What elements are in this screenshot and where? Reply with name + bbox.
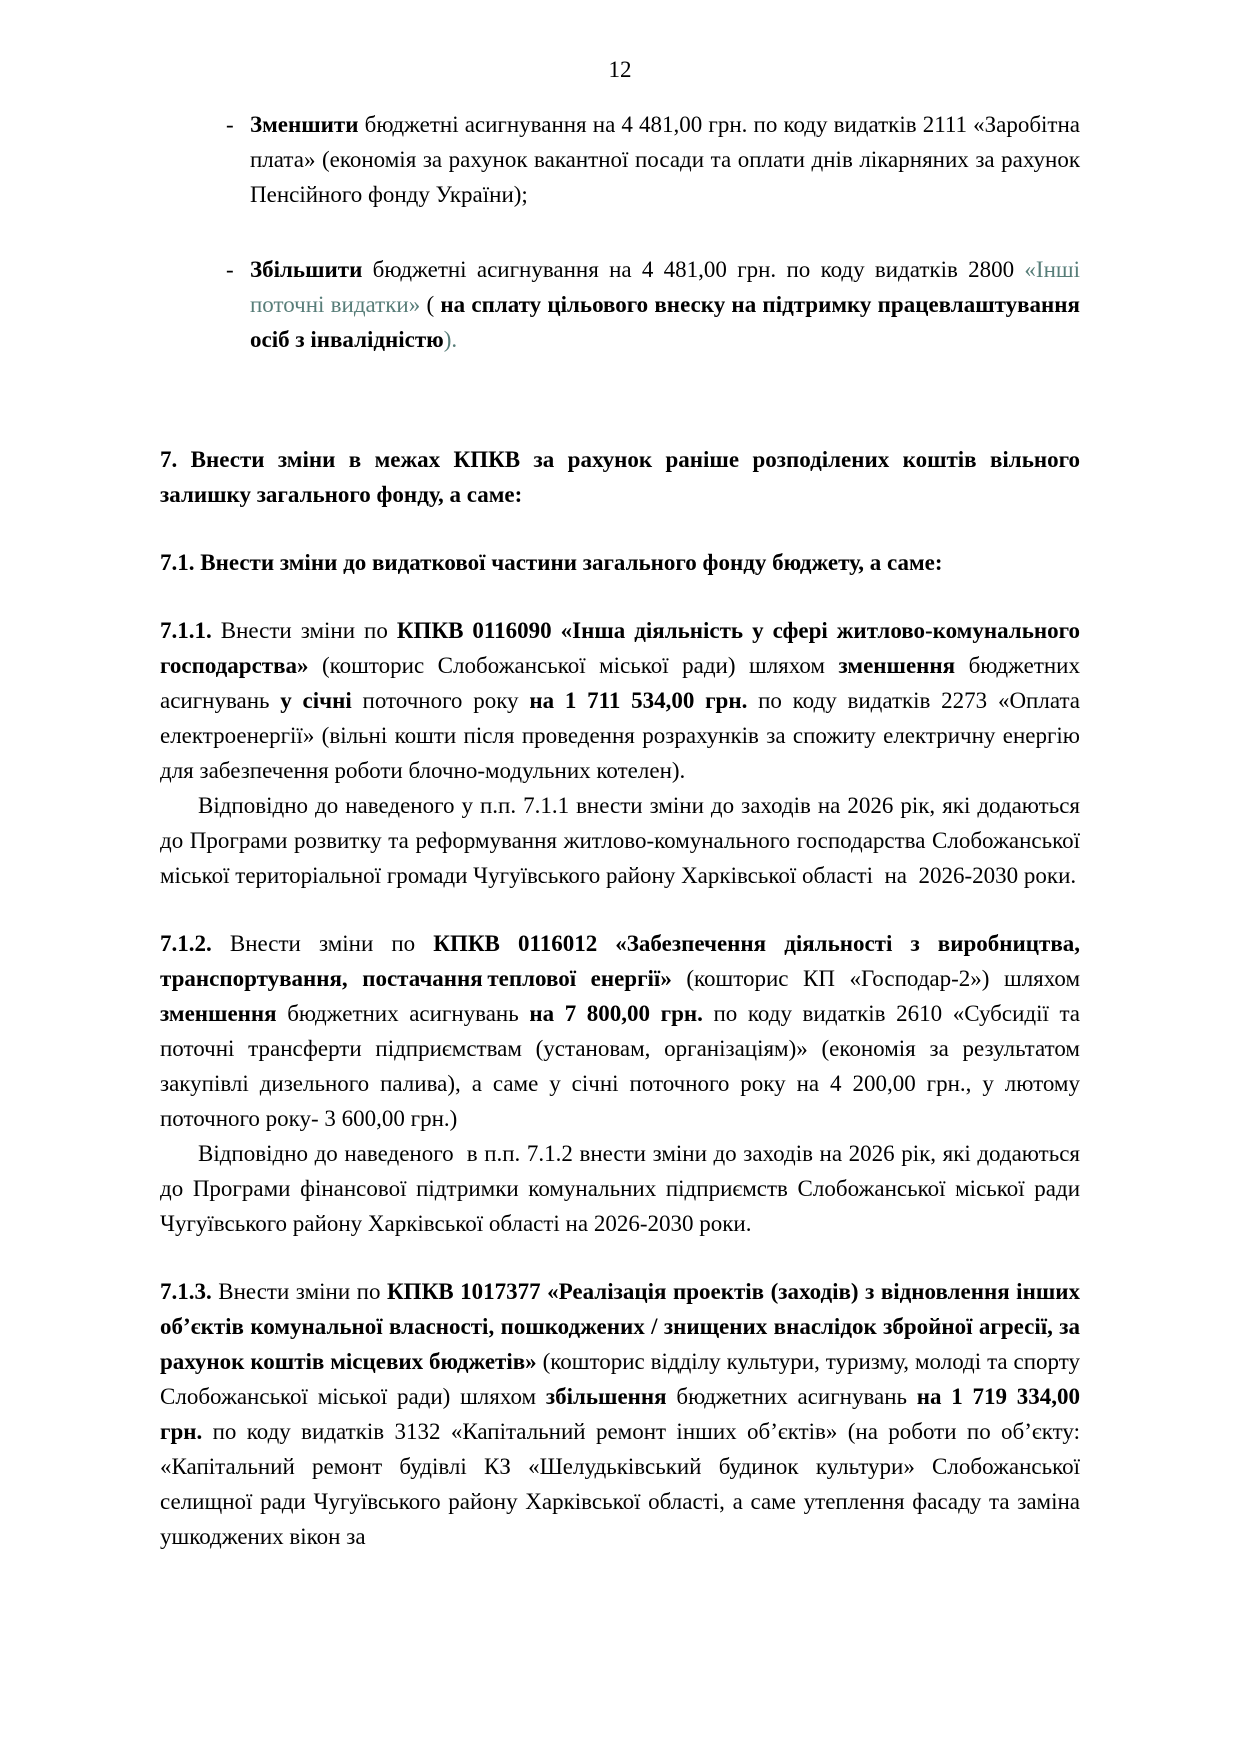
section-7-1-heading: 7.1. Внести зміни до видаткової частини загального фонду бюджету, а саме: — [160, 550, 943, 575]
text-run: на 7 800,00 грн. — [529, 1001, 703, 1026]
text-run: КПКВ 0116090 «Інша діяльність у сфері житлово-комунального господарства» — [160, 618, 1080, 678]
text-run: бюджетні асигнування на 4 481,00 грн. по коду видатків 2111 «Заробітна плата» (економія за рахунок вакантної посади та оплати днів лікарняних за рахунок Пенсійного фонду України); — [250, 112, 1080, 207]
text-run: у січні — [280, 688, 352, 713]
bullet-text — [250, 112, 1080, 207]
text-run: Внести зміни по — [211, 1279, 387, 1304]
text-run: зменшення — [838, 653, 956, 678]
text-run: бюджетних асигнувань — [276, 1001, 530, 1026]
text-run: (кошторис КП «Господар-2») шляхом — [671, 966, 1080, 991]
text-run: на 1 719 334,00 грн. — [160, 1384, 1080, 1444]
text-run: збільшення — [545, 1384, 667, 1409]
para-7-1-1 — [160, 613, 1080, 788]
text-run: Зменшити — [250, 112, 359, 137]
text-run: поточного року — [351, 688, 530, 713]
text-run: (кошторис відділу культури, туризму, молоді та спорту Слобожанської міської ради) шляхом — [160, 1349, 1080, 1409]
para-7-1-1-note: Відповідно до наведеного у п.п. 7.1.1 внести зміни до заходів на 2026 рік, які додаються до Програми розвитку та реформування житлово-комунального господарства Слобожанської міської територіальної громади Чугуївського району Харківської області на 2026-2030 роки. — [160, 793, 1080, 888]
text-run: бюджетних асигнувань — [666, 1384, 917, 1409]
text-run: на 1 711 534,00 грн. — [529, 688, 748, 713]
text-run: по коду видатків 2273 «Оплата електроенергії» (вільні кошти після проведення розрахунків за спожиту електричну енергію для забезпечення роботи блочно-модульних котелен). — [160, 688, 1080, 783]
text-run: Збільшити — [250, 257, 363, 282]
text-run: ). — [443, 327, 458, 352]
bullet-list — [160, 107, 1080, 357]
text-run: по коду видатків 2610 «Субсидії та поточні трансферти підприємствам (установам, організаціям)» (економія за результатом закупівлі дизельного палива), а саме у січні поточного року на 4 200,00 грн., у лютому поточного року- 3 600,00 грн.) — [160, 1001, 1080, 1131]
bullet-marker: - — [226, 112, 234, 137]
text-run: КПКВ 0116012 «Забезпечення діяльності з виробництва, транспортування, постачання теплової енергії» — [160, 931, 1081, 991]
text-run: зменшення — [160, 1001, 277, 1026]
text-run: ( — [420, 292, 441, 317]
text-run: КПКВ 1017377 «Реалізація проектів (заходів) з відновлення інших об’єктів комунальної власності, пошкоджених / знищених внаслідок збройної агресії, за рахунок коштів місцевих бюджетів» — [160, 1279, 1080, 1374]
bullet-item-increase — [160, 252, 1080, 357]
text-run: бюджетні асигнування на 4 481,00 грн. по коду видатків 2800 — [362, 257, 1025, 282]
page-number: 12 — [608, 57, 632, 82]
para-7-1-3 — [160, 1274, 1080, 1554]
text-run: (кошторис Слобожанської міської ради) шляхом — [308, 653, 839, 678]
text-run: бюджетних асигнувань — [160, 653, 1080, 713]
para-7-1-2-note: Відповідно до наведеного в п.п. 7.1.2 внести зміни до заходів на 2026 рік, які додаються до Програми фінансової підтримки комунальних підприємств Слобожанської міської ради Чугуївського району Харківської області на 2026-2030 роки. — [160, 1141, 1080, 1236]
bullet-text — [250, 257, 1080, 352]
text-run: 7.1.1. — [160, 618, 212, 643]
text-run: 7.1.3. — [160, 1279, 212, 1304]
text-run: 7.1.2. — [160, 931, 212, 956]
bullet-item-decrease — [160, 107, 1080, 212]
text-run: Внести зміни по — [211, 931, 434, 956]
text-run: по коду видатків 3132 «Капітальний ремонт інших об’єктів» (на роботи по об’єкту: «Капітальний ремонт будівлі КЗ «Шелудьківський будинок культури» Слобожанської селищної ради Чугуївського району Харківської області, а саме утеплення фасаду та заміна ушкоджених вікон за — [160, 1419, 1080, 1549]
bullet-marker: - — [226, 257, 234, 282]
text-run: на сплату цільового внеску на підтримку працевлаштування осіб з інвалідністю — [250, 292, 1080, 352]
text-run: Внести зміни по — [211, 618, 397, 643]
section-7-heading: 7. Внести зміни в межах КПКВ за рахунок раніше розподілених коштів вільного залишку загального фонду, а саме: — [160, 447, 1080, 507]
text-run: «Інші поточні видатки» — [250, 257, 1080, 317]
para-7-1-2 — [160, 926, 1080, 1136]
